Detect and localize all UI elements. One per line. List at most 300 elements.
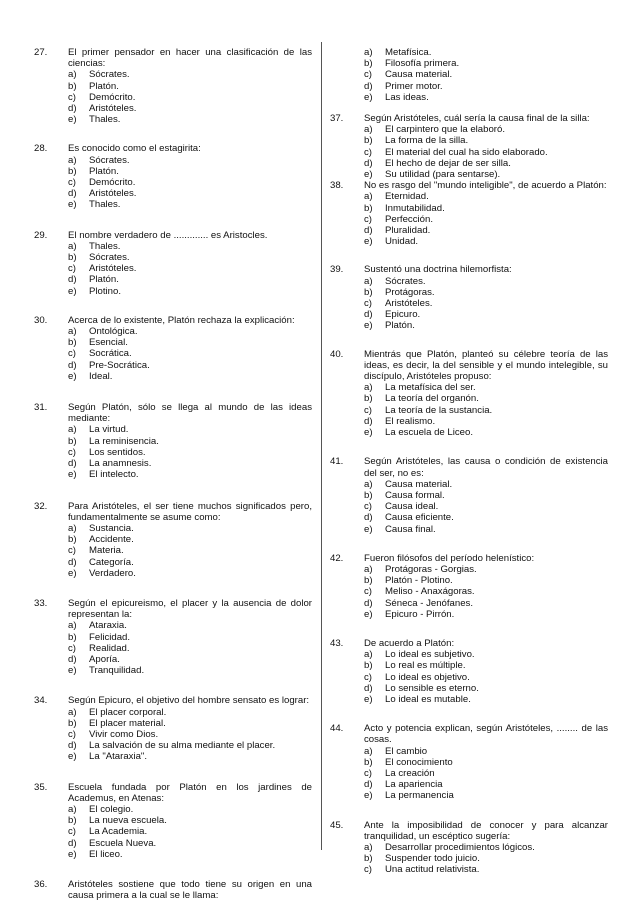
question-item	[34, 879, 312, 901]
answer-option	[364, 382, 608, 393]
option-letter: e)	[364, 427, 373, 439]
option-text: Epicuro - Pirrón.	[385, 608, 455, 620]
answer-option	[68, 534, 312, 545]
question-item	[34, 143, 312, 210]
question-item	[34, 402, 312, 480]
answer-option	[68, 469, 312, 480]
question-number: 34.	[34, 695, 48, 707]
answer-option	[364, 191, 608, 202]
question-item	[330, 553, 608, 620]
option-letter: c)	[364, 213, 372, 225]
answer-option	[68, 177, 312, 188]
answer-option	[364, 746, 608, 757]
question-item	[34, 598, 312, 676]
option-letter: d)	[68, 103, 77, 115]
question-number: 42.	[330, 552, 344, 564]
question-number: 40.	[330, 348, 344, 360]
question-number: 27.	[34, 47, 48, 58]
option-text: Causa material.	[385, 69, 453, 81]
option-letter: c)	[68, 446, 76, 458]
answer-option	[68, 371, 312, 382]
question-item	[34, 782, 312, 860]
option-letter: d)	[68, 740, 77, 752]
answer-option	[68, 665, 312, 676]
option-letter: a)	[364, 478, 373, 490]
answer-option	[68, 424, 312, 435]
answer-option	[68, 838, 312, 849]
option-text: Escuela Nueva.	[89, 837, 157, 849]
question-number: 33.	[34, 597, 48, 609]
option-text: Filosofía primera.	[385, 58, 460, 70]
answer-option	[68, 337, 312, 348]
question-number: 35.	[34, 781, 48, 793]
answer-option	[364, 169, 608, 180]
option-text: La permanencia	[385, 790, 454, 802]
answer-option	[68, 155, 312, 166]
question-number: 29.	[34, 229, 48, 241]
option-letter: a)	[364, 275, 373, 287]
option-text: El conocimiento	[385, 756, 453, 768]
answer-option	[364, 842, 608, 853]
option-text: Socrática.	[89, 348, 132, 360]
option-text: Séneca - Jenófanes.	[385, 597, 474, 609]
option-text: Accidente.	[89, 534, 134, 546]
option-letter: e)	[364, 693, 373, 705]
option-letter: a)	[68, 803, 77, 815]
answer-option	[68, 458, 312, 469]
option-text: La forma de la silla.	[385, 135, 469, 147]
option-text: Epicuro.	[385, 309, 421, 321]
question-item	[330, 180, 608, 247]
option-letter: b)	[364, 393, 373, 405]
question-number: 41.	[330, 456, 344, 468]
answer-option	[364, 320, 608, 331]
answer-option	[68, 348, 312, 359]
column-divider	[321, 42, 322, 850]
question-number: 45.	[330, 819, 344, 831]
answer-option	[364, 214, 608, 225]
option-text: Suspender todo juicio.	[385, 853, 480, 865]
answer-option	[68, 114, 312, 125]
option-text: La teoría del organón.	[385, 393, 479, 405]
option-text: Protágoras - Gorgias.	[385, 563, 477, 575]
question-item	[330, 113, 608, 180]
question-item	[34, 501, 312, 579]
answer-option	[364, 405, 608, 416]
option-letter: d)	[68, 837, 77, 849]
option-letter: a)	[68, 154, 77, 166]
option-text: Causa final.	[385, 523, 436, 535]
option-letter: b)	[364, 489, 373, 501]
answer-option	[364, 524, 608, 535]
option-text: Causa eficiente.	[385, 512, 454, 524]
option-letter: c)	[68, 728, 76, 740]
question-stem: Según Platón, sólo se llega al mundo de las ideas mediante:	[68, 402, 312, 425]
option-text: Pluralidad.	[385, 225, 431, 237]
question-stem: Escuela fundada por Platón en los jardines de Academus, en Atenas:	[68, 781, 312, 804]
option-letter: c)	[364, 69, 372, 81]
option-letter: e)	[364, 608, 373, 620]
answer-option	[364, 416, 608, 427]
option-letter: c)	[364, 501, 372, 513]
answer-option	[364, 683, 608, 694]
option-text: Demócrito.	[89, 177, 136, 189]
question-item	[330, 47, 608, 103]
option-letter: a)	[68, 326, 77, 338]
answer-option	[364, 864, 608, 875]
answer-option	[364, 609, 608, 620]
answer-option	[68, 620, 312, 631]
option-text: El intelecto.	[89, 469, 139, 481]
answer-option	[68, 69, 312, 80]
option-letter: e)	[364, 91, 373, 103]
question-number: 32.	[34, 500, 48, 512]
question-stem: Acerca de lo existente, Platón rechaza la explicación:	[68, 314, 295, 326]
question-stem: Fueron filósofos del período helenístico:	[364, 552, 535, 564]
answer-option	[68, 188, 312, 199]
answer-option	[364, 779, 608, 790]
answer-option	[364, 501, 608, 512]
option-letter: e)	[68, 469, 77, 481]
option-text: Aristóteles.	[89, 188, 137, 200]
option-letter: e)	[68, 751, 77, 763]
answer-option	[364, 393, 608, 404]
question-stem: Sustentó una doctrina hilemorfista:	[364, 264, 512, 276]
answer-option	[364, 853, 608, 864]
option-letter: c)	[364, 146, 372, 158]
option-text: La reminisencia.	[89, 435, 159, 447]
option-text: Esencial.	[89, 337, 128, 349]
answer-option	[364, 236, 608, 247]
option-letter: c)	[364, 404, 372, 416]
option-text: Lo ideal es subjetivo.	[385, 649, 475, 661]
option-text: La virtud.	[89, 424, 129, 436]
option-letter: c)	[68, 177, 76, 189]
option-letter: a)	[364, 191, 373, 203]
option-text: Materia.	[89, 545, 124, 557]
question-number: 43.	[330, 637, 344, 649]
answer-option	[364, 47, 608, 58]
option-letter: b)	[68, 252, 77, 264]
option-letter: d)	[364, 512, 373, 524]
question-item	[330, 456, 608, 534]
option-text: Ataraxia.	[89, 620, 127, 632]
option-letter: a)	[364, 649, 373, 661]
answer-option	[68, 545, 312, 556]
option-letter: d)	[364, 157, 373, 169]
answer-option	[68, 436, 312, 447]
option-text: Sócrates.	[385, 275, 426, 287]
option-text: Metafísica.	[385, 47, 432, 58]
option-letter: b)	[364, 202, 373, 214]
option-text: Causa material.	[385, 478, 453, 490]
question-stem: Es conocido como el estagirita:	[68, 143, 201, 155]
option-text: Lo sensible es eterno.	[385, 682, 479, 694]
option-letter: c)	[364, 298, 372, 310]
answer-option	[364, 81, 608, 92]
answer-option	[68, 103, 312, 114]
left-column	[34, 47, 312, 901]
option-letter: d)	[364, 309, 373, 321]
option-text: Verdadero.	[89, 567, 136, 579]
question-number: 28.	[34, 143, 48, 155]
option-letter: b)	[68, 631, 77, 643]
answer-option	[68, 654, 312, 665]
option-letter: a)	[68, 69, 77, 81]
option-text: Sócrates.	[89, 252, 130, 264]
answer-option	[364, 790, 608, 801]
question-stem: El primer pensador en hacer una clasificación de las ciencias:	[68, 47, 312, 70]
question-stem: De acuerdo a Platón:	[364, 637, 455, 649]
option-text: Unidad.	[385, 236, 419, 248]
option-letter: b)	[364, 853, 373, 865]
option-letter: d)	[68, 556, 77, 568]
option-letter: e)	[364, 790, 373, 802]
option-letter: e)	[68, 370, 77, 382]
option-text: Pre-Socrática.	[89, 359, 150, 371]
option-text: Eternidad.	[385, 191, 429, 203]
answer-option	[364, 58, 608, 69]
answer-option	[364, 757, 608, 768]
option-text: Platón.	[89, 165, 119, 177]
option-text: El cambio	[385, 745, 428, 757]
option-letter: c)	[364, 767, 372, 779]
question-number: 37.	[330, 113, 344, 125]
answer-option	[68, 718, 312, 729]
answer-option	[364, 158, 608, 169]
option-letter: a)	[364, 124, 373, 136]
question-item	[34, 695, 312, 762]
option-text: La escuela de Liceo.	[385, 427, 474, 439]
option-text: Causa formal.	[385, 489, 445, 501]
option-letter: a)	[68, 424, 77, 436]
option-letter: a)	[364, 841, 373, 853]
answer-option	[68, 326, 312, 337]
option-text: Lo real es múltiple.	[385, 660, 466, 672]
option-letter: d)	[364, 597, 373, 609]
answer-option	[68, 286, 312, 297]
question-number: 36.	[34, 878, 48, 890]
option-text: Su utilidad (para sentarse).	[385, 169, 501, 181]
question-number: 38.	[330, 180, 344, 192]
option-text: La anamnesis.	[89, 458, 152, 470]
option-letter: e)	[364, 169, 373, 181]
answer-option	[68, 199, 312, 210]
question-stem: Para Aristóteles, el ser tiene muchos significados pero, fundamentalmente se asume como:	[68, 500, 312, 523]
option-text: Aristóteles.	[89, 103, 137, 115]
option-letter: c)	[68, 348, 76, 360]
option-letter: e)	[364, 236, 373, 248]
option-letter: b)	[364, 756, 373, 768]
option-text: Sustancia.	[89, 522, 134, 534]
option-text: Demócrito.	[89, 91, 136, 103]
option-letter: a)	[364, 47, 373, 58]
option-letter: b)	[68, 534, 77, 546]
answer-option	[68, 815, 312, 826]
option-letter: d)	[68, 458, 77, 470]
option-letter: e)	[68, 199, 77, 211]
answer-option	[364, 276, 608, 287]
answer-option	[364, 203, 608, 214]
answer-option	[68, 557, 312, 568]
option-text: Perfección.	[385, 213, 433, 225]
option-letter: d)	[68, 653, 77, 665]
option-letter: b)	[68, 165, 77, 177]
option-text: Lo ideal es mutable.	[385, 693, 471, 705]
answer-option	[364, 564, 608, 575]
question-stem: Según Epicuro, el objetivo del hombre sensato es lograr:	[68, 695, 310, 707]
option-text: El placer corporal.	[89, 706, 167, 718]
answer-option	[364, 575, 608, 586]
option-text: Las ideas.	[385, 91, 429, 103]
option-letter: e)	[364, 320, 373, 332]
answer-option	[68, 92, 312, 103]
answer-option	[364, 309, 608, 320]
question-number: 39.	[330, 264, 344, 276]
option-letter: d)	[68, 188, 77, 200]
answer-option	[68, 643, 312, 654]
answer-option	[68, 751, 312, 762]
option-text: Causa ideal.	[385, 501, 439, 513]
option-text: Protágoras.	[385, 286, 435, 298]
question-item	[330, 349, 608, 439]
answer-option	[364, 586, 608, 597]
option-letter: a)	[68, 522, 77, 534]
option-text: Plotino.	[89, 285, 121, 297]
option-text: Sócrates.	[89, 69, 130, 81]
option-letter: e)	[68, 665, 77, 677]
answer-option	[68, 632, 312, 643]
option-text: Lo ideal es objetivo.	[385, 671, 470, 683]
option-text: Ideal.	[89, 370, 113, 382]
option-letter: c)	[68, 91, 76, 103]
option-text: La Academia.	[89, 826, 148, 838]
option-letter: e)	[68, 567, 77, 579]
option-text: Una actitud relativista.	[385, 864, 480, 876]
option-text: Platón.	[385, 320, 415, 332]
option-letter: c)	[364, 586, 372, 598]
question-stem: No es rasgo del "mundo inteligible", de acuerdo a Platón:	[364, 180, 607, 192]
option-text: Primer motor.	[385, 80, 443, 92]
right-column	[330, 47, 608, 876]
option-letter: a)	[68, 706, 77, 718]
answer-option	[364, 490, 608, 501]
answer-option	[364, 287, 608, 298]
option-text: Aporía.	[89, 653, 120, 665]
option-text: Inmutabilidad.	[385, 202, 445, 214]
option-text: La metafísica del ser.	[385, 382, 476, 394]
option-letter: d)	[364, 682, 373, 694]
option-text: Vivir como Dios.	[89, 728, 159, 740]
option-letter: b)	[68, 815, 77, 827]
answer-option	[68, 241, 312, 252]
option-text: La teoría de la sustancia.	[385, 404, 493, 416]
option-letter: d)	[364, 80, 373, 92]
question-stem: Mientrás que Platón, planteó su célebre teoría de las ideas, es decir, la del sensible y el mundo intelegible, su discípulo, Aristóteles propuso:	[364, 348, 608, 383]
option-text: La apariencia	[385, 779, 443, 791]
question-stem: Según Aristóteles, cuál sería la causa final de la silla:	[364, 113, 590, 125]
question-number: 44.	[330, 723, 344, 735]
question-item	[330, 264, 608, 331]
option-text: Tranquilidad.	[89, 665, 145, 677]
option-text: Ontológica.	[89, 326, 138, 338]
option-text: El realismo.	[385, 415, 436, 427]
option-letter: d)	[364, 415, 373, 427]
option-text: Platón.	[89, 80, 119, 92]
answer-option	[364, 512, 608, 523]
option-letter: e)	[68, 848, 77, 860]
answer-option	[68, 740, 312, 751]
option-text: Thales.	[89, 114, 121, 126]
option-text: El material del cual ha sido elaborado.	[385, 146, 548, 158]
option-letter: c)	[68, 826, 76, 838]
answer-option	[364, 694, 608, 705]
answer-option	[364, 135, 608, 146]
option-letter: a)	[364, 563, 373, 575]
question-stem: El nombre verdadero de ............. es Aristocles.	[68, 229, 268, 241]
option-letter: b)	[364, 58, 373, 70]
option-letter: c)	[68, 545, 76, 557]
answer-option	[364, 479, 608, 490]
question-stem: Según Aristóteles, las causa o condición de existencia del ser, no es:	[364, 456, 608, 479]
question-item	[330, 638, 608, 705]
answer-option	[68, 523, 312, 534]
option-letter: d)	[68, 359, 77, 371]
answer-option	[68, 568, 312, 579]
answer-option	[364, 427, 608, 438]
option-letter: d)	[68, 274, 77, 286]
question-stem: Aristóteles sostiene que todo tiene su origen en una causa primera a la cual se le llama:	[68, 878, 312, 902]
option-text: El hecho de dejar de ser silla.	[385, 157, 511, 169]
option-letter: b)	[364, 135, 373, 147]
answer-option	[68, 447, 312, 458]
question-stem: Acto y potencia explican, según Aristóteles, ........ de las cosas.	[364, 723, 608, 746]
answer-option	[364, 598, 608, 609]
option-letter: b)	[364, 660, 373, 672]
option-letter: e)	[68, 114, 77, 126]
answer-option	[364, 124, 608, 135]
answer-option	[364, 92, 608, 103]
option-letter: b)	[364, 575, 373, 587]
question-item	[34, 230, 312, 297]
option-letter: a)	[68, 240, 77, 252]
option-letter: b)	[68, 435, 77, 447]
option-text: La nueva escuela.	[89, 815, 167, 827]
option-letter: e)	[68, 285, 77, 297]
answer-option	[68, 274, 312, 285]
answer-option	[68, 729, 312, 740]
answer-option	[68, 81, 312, 92]
answer-option	[68, 166, 312, 177]
option-text: El colegio.	[89, 803, 134, 815]
option-text: Aristóteles.	[385, 298, 433, 310]
answer-option	[364, 660, 608, 671]
option-letter: a)	[364, 745, 373, 757]
option-text: Thales.	[89, 240, 121, 252]
option-letter: c)	[68, 263, 76, 275]
answer-option	[364, 672, 608, 683]
option-text: Platón.	[89, 274, 119, 286]
option-letter: a)	[68, 620, 77, 632]
option-letter: d)	[364, 225, 373, 237]
option-text: Categoría.	[89, 556, 134, 568]
option-text: La creación	[385, 767, 435, 779]
answer-option	[68, 263, 312, 274]
answer-option	[68, 804, 312, 815]
option-letter: e)	[364, 523, 373, 535]
option-text: Meliso - Anaxágoras.	[385, 586, 475, 598]
option-text: La salvación de su alma mediante el placer.	[89, 740, 276, 752]
